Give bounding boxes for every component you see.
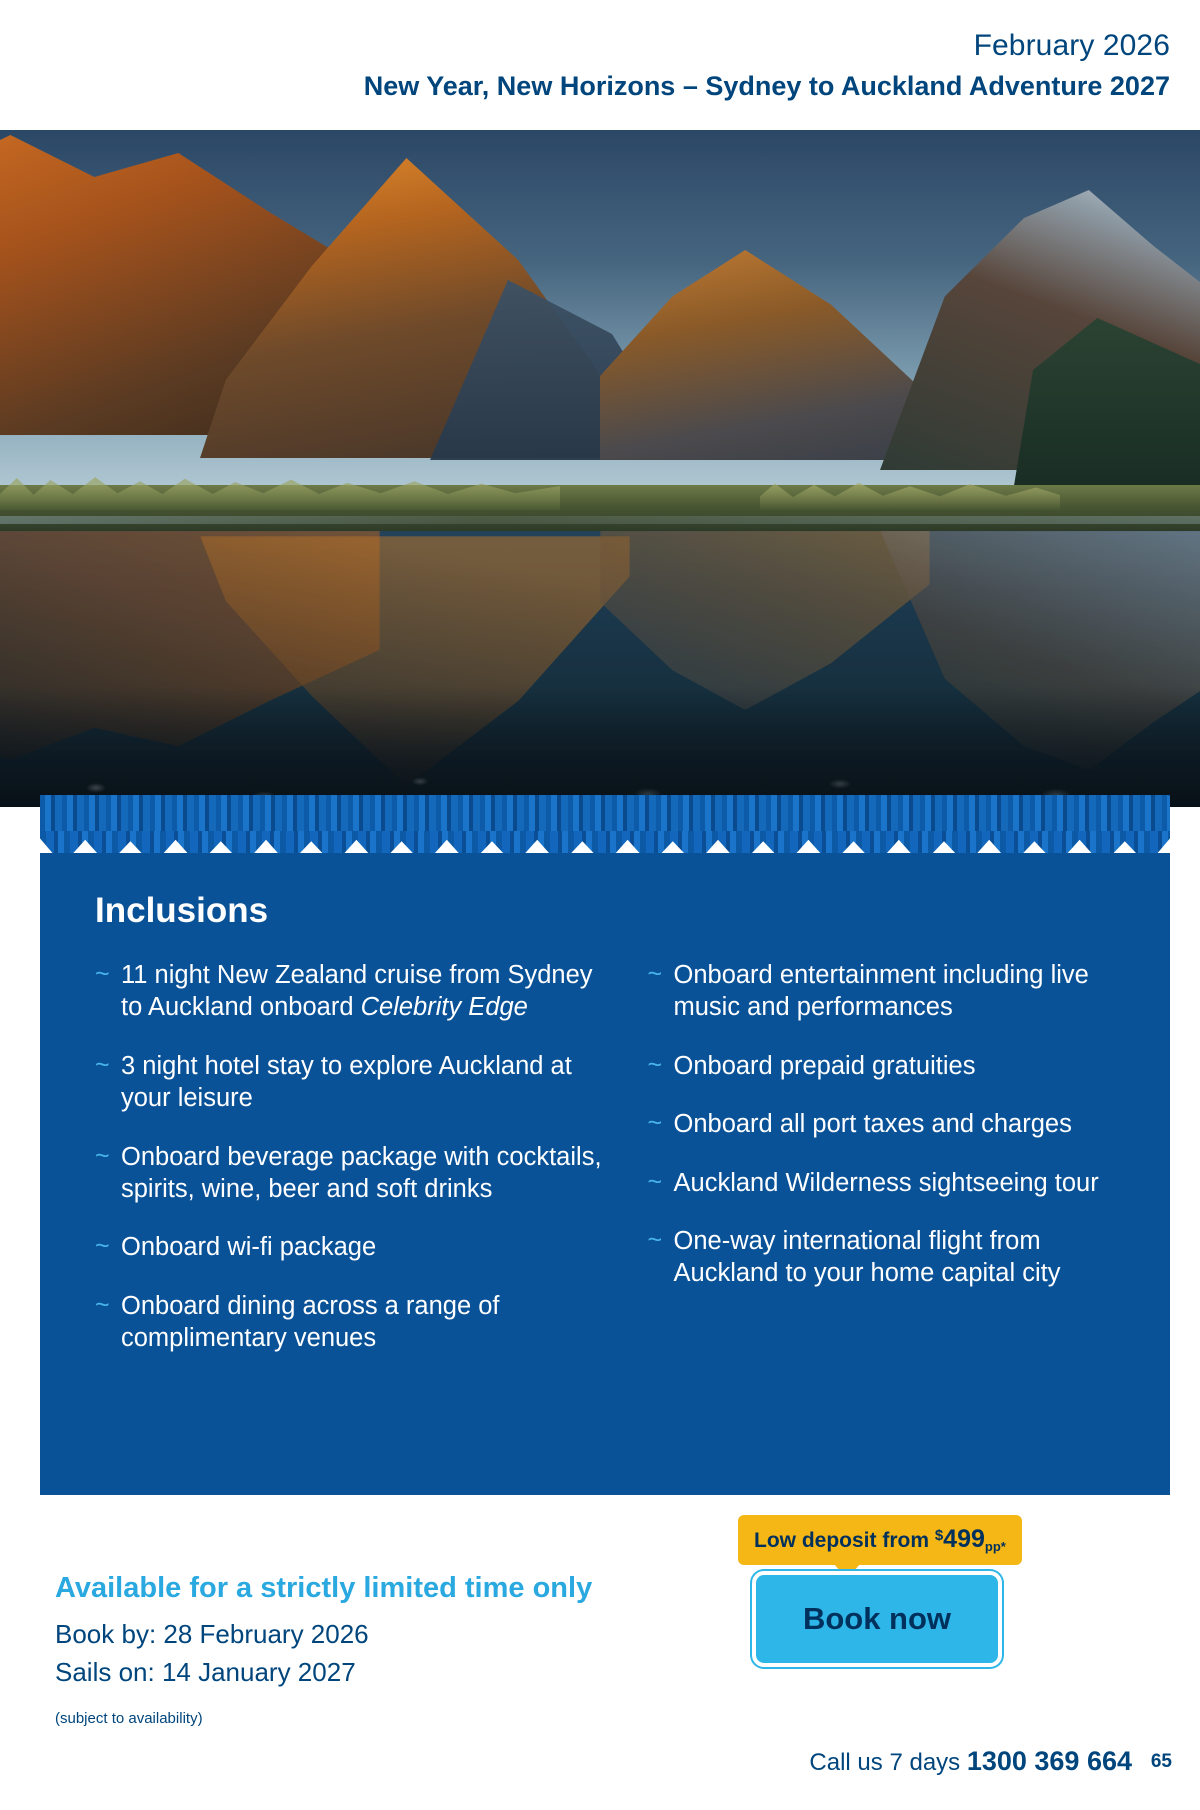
booking-dates	[55, 1616, 369, 1691]
list-item	[648, 1167, 1141, 1199]
deposit-amount: 499	[943, 1525, 985, 1553]
list-item	[648, 1108, 1141, 1140]
tilde-bullet-icon: ~	[647, 960, 663, 988]
page-title: New Year, New Horizons – Sydney to Auckland Adventure 2027	[363, 70, 1170, 101]
currency-symbol: $	[934, 1527, 944, 1544]
list-item-label: Auckland Wilderness sightseeing tour	[673, 1168, 1099, 1197]
call-us-line	[809, 1746, 1132, 1777]
list-item-label: 3 night hotel stay to explore Auckland at your leisure	[121, 1051, 572, 1113]
inclusions-column-left	[95, 959, 618, 1380]
book-by-date: Book by: 28 February 2026	[55, 1619, 369, 1649]
water-shimmer	[0, 516, 1200, 524]
list-item-label: Onboard dining across a range of complimentary venues	[121, 1291, 500, 1352]
inclusions-column-right	[618, 959, 1141, 1380]
page-number: 65	[1150, 1751, 1172, 1772]
list-item	[648, 1050, 1141, 1082]
list-item-label: 11 night New Zealand cruise from Sydney to Auckland onboard Celebrity Edge	[121, 961, 593, 1022]
tilde-bullet-icon: ~	[647, 1167, 663, 1196]
page-footer	[0, 1525, 1200, 1810]
inclusions-panel	[40, 853, 1170, 1495]
call-us-label: Call us 7 days	[809, 1749, 967, 1776]
tilde-bullet-icon: ~	[95, 1050, 110, 1079]
ship-name: Celebrity Edge	[360, 993, 528, 1022]
deposit-suffix: pp*	[984, 1539, 1006, 1554]
hero-image	[0, 130, 1200, 807]
tilde-bullet-icon: ~	[95, 1141, 110, 1170]
tilde-bullet-icon: ~	[95, 1232, 110, 1261]
inclusions-heading: Inclusions	[95, 891, 269, 930]
list-item	[648, 959, 1141, 1024]
tilde-bullet-icon: ~	[95, 1290, 110, 1319]
phone-number[interactable]: 1300 369 664	[966, 1746, 1132, 1776]
list-item	[95, 1141, 618, 1206]
list-item-label: Onboard all port taxes and charges	[673, 1110, 1072, 1139]
list-item-label: One-way international flight from Auckland to your home capital city	[673, 1226, 1061, 1288]
inclusions-panel-wrapper	[40, 795, 1170, 1555]
limited-time-headline: Available for a strictly limited time only	[55, 1572, 593, 1604]
deposit-prefix: Low deposit from	[754, 1529, 935, 1552]
book-now-button[interactable]: Book now	[752, 1571, 1002, 1667]
sails-on-date: Sails on: 14 January 2027	[55, 1656, 356, 1687]
low-deposit-badge	[738, 1515, 1022, 1565]
list-item	[95, 959, 618, 1024]
list-item-label: Onboard wi-fi package	[121, 1233, 377, 1262]
list-item	[95, 1231, 618, 1263]
tilde-bullet-icon: ~	[647, 1050, 663, 1079]
list-item	[95, 1290, 618, 1355]
page-header	[0, 0, 1200, 130]
list-item-label: Onboard entertainment including live music and performances	[673, 961, 1089, 1022]
list-item-label: Onboard prepaid gratuities	[673, 1051, 976, 1080]
list-item	[648, 1225, 1141, 1290]
availability-disclaimer: (subject to availability)	[55, 1710, 203, 1727]
inclusions-columns	[40, 959, 1170, 1380]
tilde-bullet-icon: ~	[95, 960, 110, 988]
tilde-bullet-icon: ~	[647, 1109, 663, 1138]
list-item-label: Onboard beverage package with cocktails, spirits, wine, beer and soft drinks	[121, 1142, 602, 1203]
tilde-bullet-icon: ~	[647, 1225, 663, 1254]
list-item	[95, 1050, 618, 1115]
panel-fringe-top	[40, 795, 1170, 831]
issue-month: February 2026	[973, 29, 1170, 62]
